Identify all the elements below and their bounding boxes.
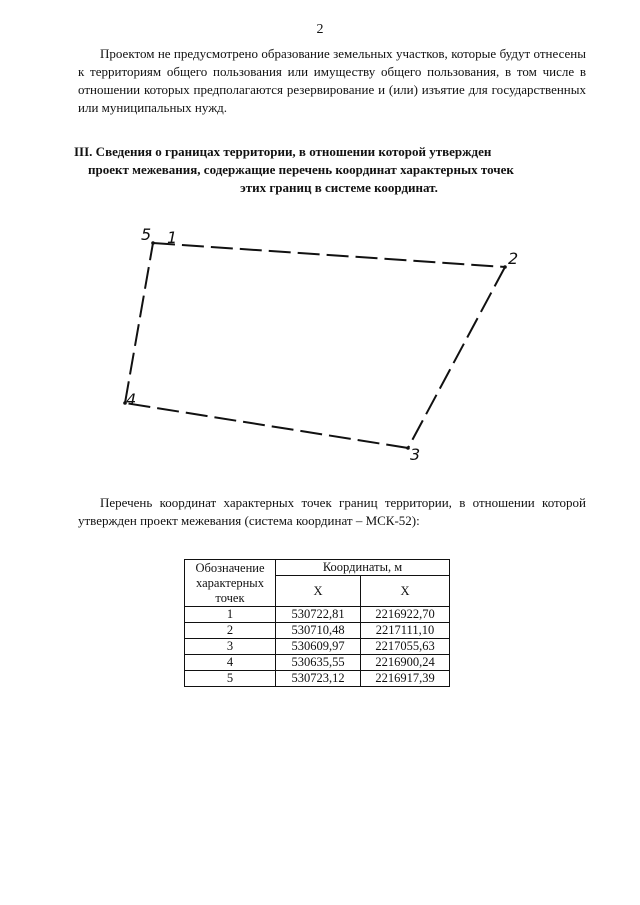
point-label-3: 3 (410, 445, 421, 464)
cell-x: 530710,48 (276, 623, 361, 639)
point-marker-2 (503, 265, 507, 269)
heading-line-3: этих границ в системе координат. (240, 180, 438, 195)
heading-line-1: III. Сведения о границах территории, в отношении которой утвержден (74, 144, 492, 159)
header-col-x: X (276, 576, 361, 607)
coordinates-table (184, 559, 450, 687)
cell-point: 4 (185, 655, 276, 671)
paragraph-intro (78, 45, 586, 117)
table-row (185, 623, 450, 639)
cell-x: 530635,55 (276, 655, 361, 671)
cell-point: 5 (185, 671, 276, 687)
cell-point: 1 (185, 607, 276, 623)
point-marker-1 (151, 241, 155, 245)
point-label-5: 5 (141, 225, 152, 244)
point-label-2: 2 (508, 249, 519, 268)
header-coordinates: Координаты, м (276, 560, 450, 576)
boundary-segment-3-4 (125, 403, 408, 448)
cell-y: 2216900,24 (361, 655, 450, 671)
cell-y: 2216917,39 (361, 671, 450, 687)
table-row (185, 671, 450, 687)
header-point-designation: Обозначение характерных точек (185, 560, 276, 607)
table-header-row (185, 560, 450, 576)
cell-x: 530609,97 (276, 639, 361, 655)
paragraph-coordinates-intro (78, 494, 586, 530)
point-label-1: 1 (167, 228, 178, 247)
header-col-y: X (361, 576, 450, 607)
boundary-segment-1-2 (153, 243, 505, 267)
paragraph-intro-text: Проектом не предусмотрено образование земельных участков, которые будут отнесены к территориям общего пользования или имуществу общего пользования, в том числе в отношении которых предполагаются резервирование и (или) изъятие для государственных или муниципальных нужд. (78, 46, 586, 115)
table-row (185, 607, 450, 623)
point-label-4: 4 (126, 390, 137, 409)
cell-y: 2217111,10 (361, 623, 450, 639)
cell-x: 530722,81 (276, 607, 361, 623)
table-row (185, 639, 450, 655)
cell-y: 2217055,63 (361, 639, 450, 655)
boundary-segment-2-3 (408, 267, 505, 448)
boundary-segment-4-5 (125, 243, 153, 403)
cell-point: 3 (185, 639, 276, 655)
cell-y: 2216922,70 (361, 607, 450, 623)
territory-boundary-scheme (110, 220, 530, 470)
cell-x: 530723,12 (276, 671, 361, 687)
cell-point: 2 (185, 623, 276, 639)
page-number: 2 (316, 22, 324, 37)
section-heading (74, 143, 590, 197)
paragraph-coordinates-text: Перечень координат характерных точек границ территории, в отношении которой утвержден проект межевания (система координат – МСК-52): (78, 495, 586, 528)
table-row (185, 655, 450, 671)
heading-line-2: проект межевания, содержащие перечень координат характерных точек (88, 162, 514, 177)
